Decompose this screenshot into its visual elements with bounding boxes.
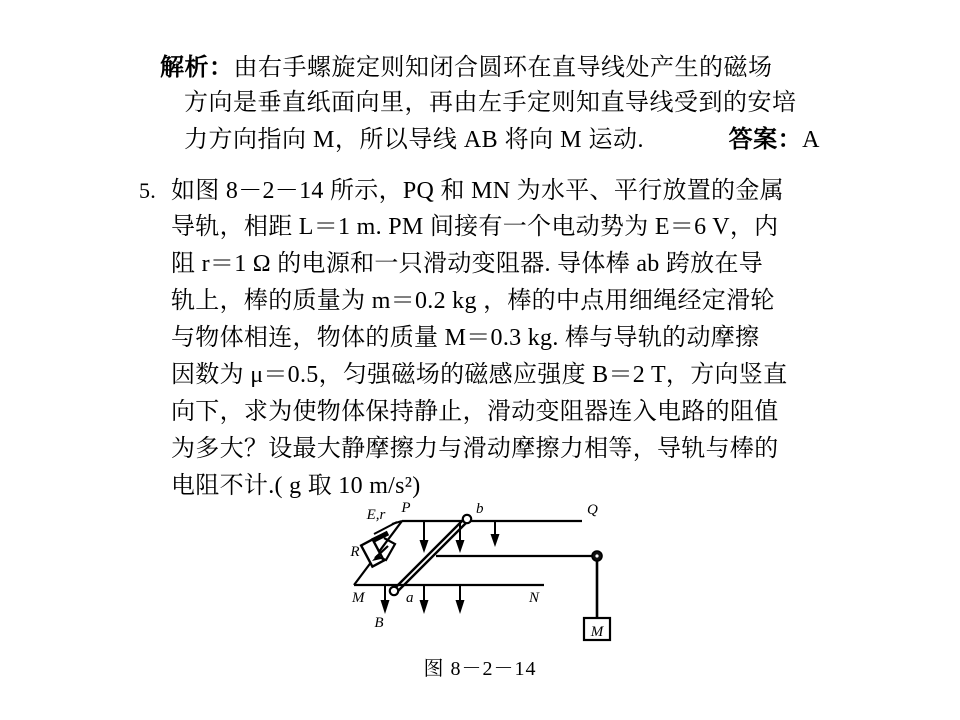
answer-label: 答案 xyxy=(728,127,778,153)
label-source: E,r xyxy=(366,507,386,523)
question-line-5 xyxy=(139,320,819,357)
field-arrow-6 xyxy=(456,585,465,614)
rod-ab-edge-1 xyxy=(393,518,465,590)
battery-icon xyxy=(372,521,402,541)
field-arrows-group xyxy=(381,521,500,614)
field-arrow-5 xyxy=(420,585,429,614)
solution-label: 解析 xyxy=(160,52,209,81)
rheostat-icon xyxy=(361,538,395,567)
label-field-b: B xyxy=(374,615,384,631)
question-line-1 xyxy=(139,172,819,209)
solution-label-colon: ： xyxy=(209,52,234,81)
answer-colon: ： xyxy=(777,127,803,153)
question-line-6 xyxy=(139,357,819,394)
solution-line-1 xyxy=(160,48,820,85)
solution-text-1: 由右手螺旋定则知闭合圆环在直导线处产生的磁场 xyxy=(233,55,773,81)
figure-caption: 图 8－2－14 xyxy=(423,658,537,680)
question-text-3: 阻 r＝1 Ω 的电源和一只滑动变阻器. 导体棒 ab 跨放在导 xyxy=(171,251,764,277)
solution-line-2 xyxy=(160,85,820,122)
rod-end-b-ring xyxy=(463,515,471,523)
question-text-4: 轨上，棒的质量为 m＝0.2 kg ，棒的中点用细绳经定滑轮 xyxy=(171,288,775,314)
rod-end-a-ring xyxy=(390,587,398,595)
label-rail-p: P xyxy=(401,500,411,516)
field-arrow-4 xyxy=(381,585,390,614)
question-text-1: 如图 8－2－14 所示，PQ 和 MN 为水平、平行放置的金属 xyxy=(171,178,784,204)
solution-text-2: 方向是垂直纸面向里，再由左手定则知直导线受到的安培 xyxy=(184,90,797,116)
label-rail-q: Q xyxy=(587,502,598,518)
field-arrow-3 xyxy=(491,521,500,547)
answer-group xyxy=(729,122,820,159)
question-text-7: 向下，求为使物体保持静止，滑动变阻器连入电路的阻值 xyxy=(171,399,779,425)
question-text-5: 与物体相连，物体的质量 M＝0.3 kg. 棒与导轨的动摩擦 xyxy=(171,325,760,351)
label-rod-b: b xyxy=(476,501,484,517)
question-line-2 xyxy=(139,209,819,246)
question-line-4 xyxy=(139,283,819,320)
circuit-diagram-svg xyxy=(348,494,638,659)
question-line-8 xyxy=(139,431,819,468)
label-rail-n: N xyxy=(529,590,540,606)
pulley-axle xyxy=(595,554,598,557)
question-number: 5. xyxy=(139,178,157,203)
question-line-3 xyxy=(139,246,819,283)
answer-value: A xyxy=(802,127,820,153)
question-line-7 xyxy=(139,394,819,431)
label-rod-a: a xyxy=(406,590,414,606)
question-block xyxy=(139,172,819,505)
solution-line-3 xyxy=(160,122,820,159)
solution-text-3: 力方向指向 M，所以导线 AB 将向 M 运动. xyxy=(184,127,645,153)
field-arrow-1 xyxy=(420,521,429,553)
question-text-8: 为多大？设最大静摩擦力与滑动摩擦力相等，导轨与棒的 xyxy=(171,436,779,462)
solution-block xyxy=(160,48,820,159)
label-rheostat: R xyxy=(350,544,360,560)
question-text-2: 导轨，相距 L＝1 m. PM 间接有一个电动势为 E＝6 V，内 xyxy=(171,214,779,240)
label-hanging-mass: M xyxy=(590,624,604,640)
question-text-9: 电阻不计.( g 取 10 m/s²) xyxy=(171,473,421,499)
label-rail-m: M xyxy=(352,590,365,606)
question-text-6: 因数为 μ＝0.5，匀强磁场的磁感应强度 B＝2 T，方向竖直 xyxy=(171,362,788,388)
circuit-figure xyxy=(348,494,638,659)
